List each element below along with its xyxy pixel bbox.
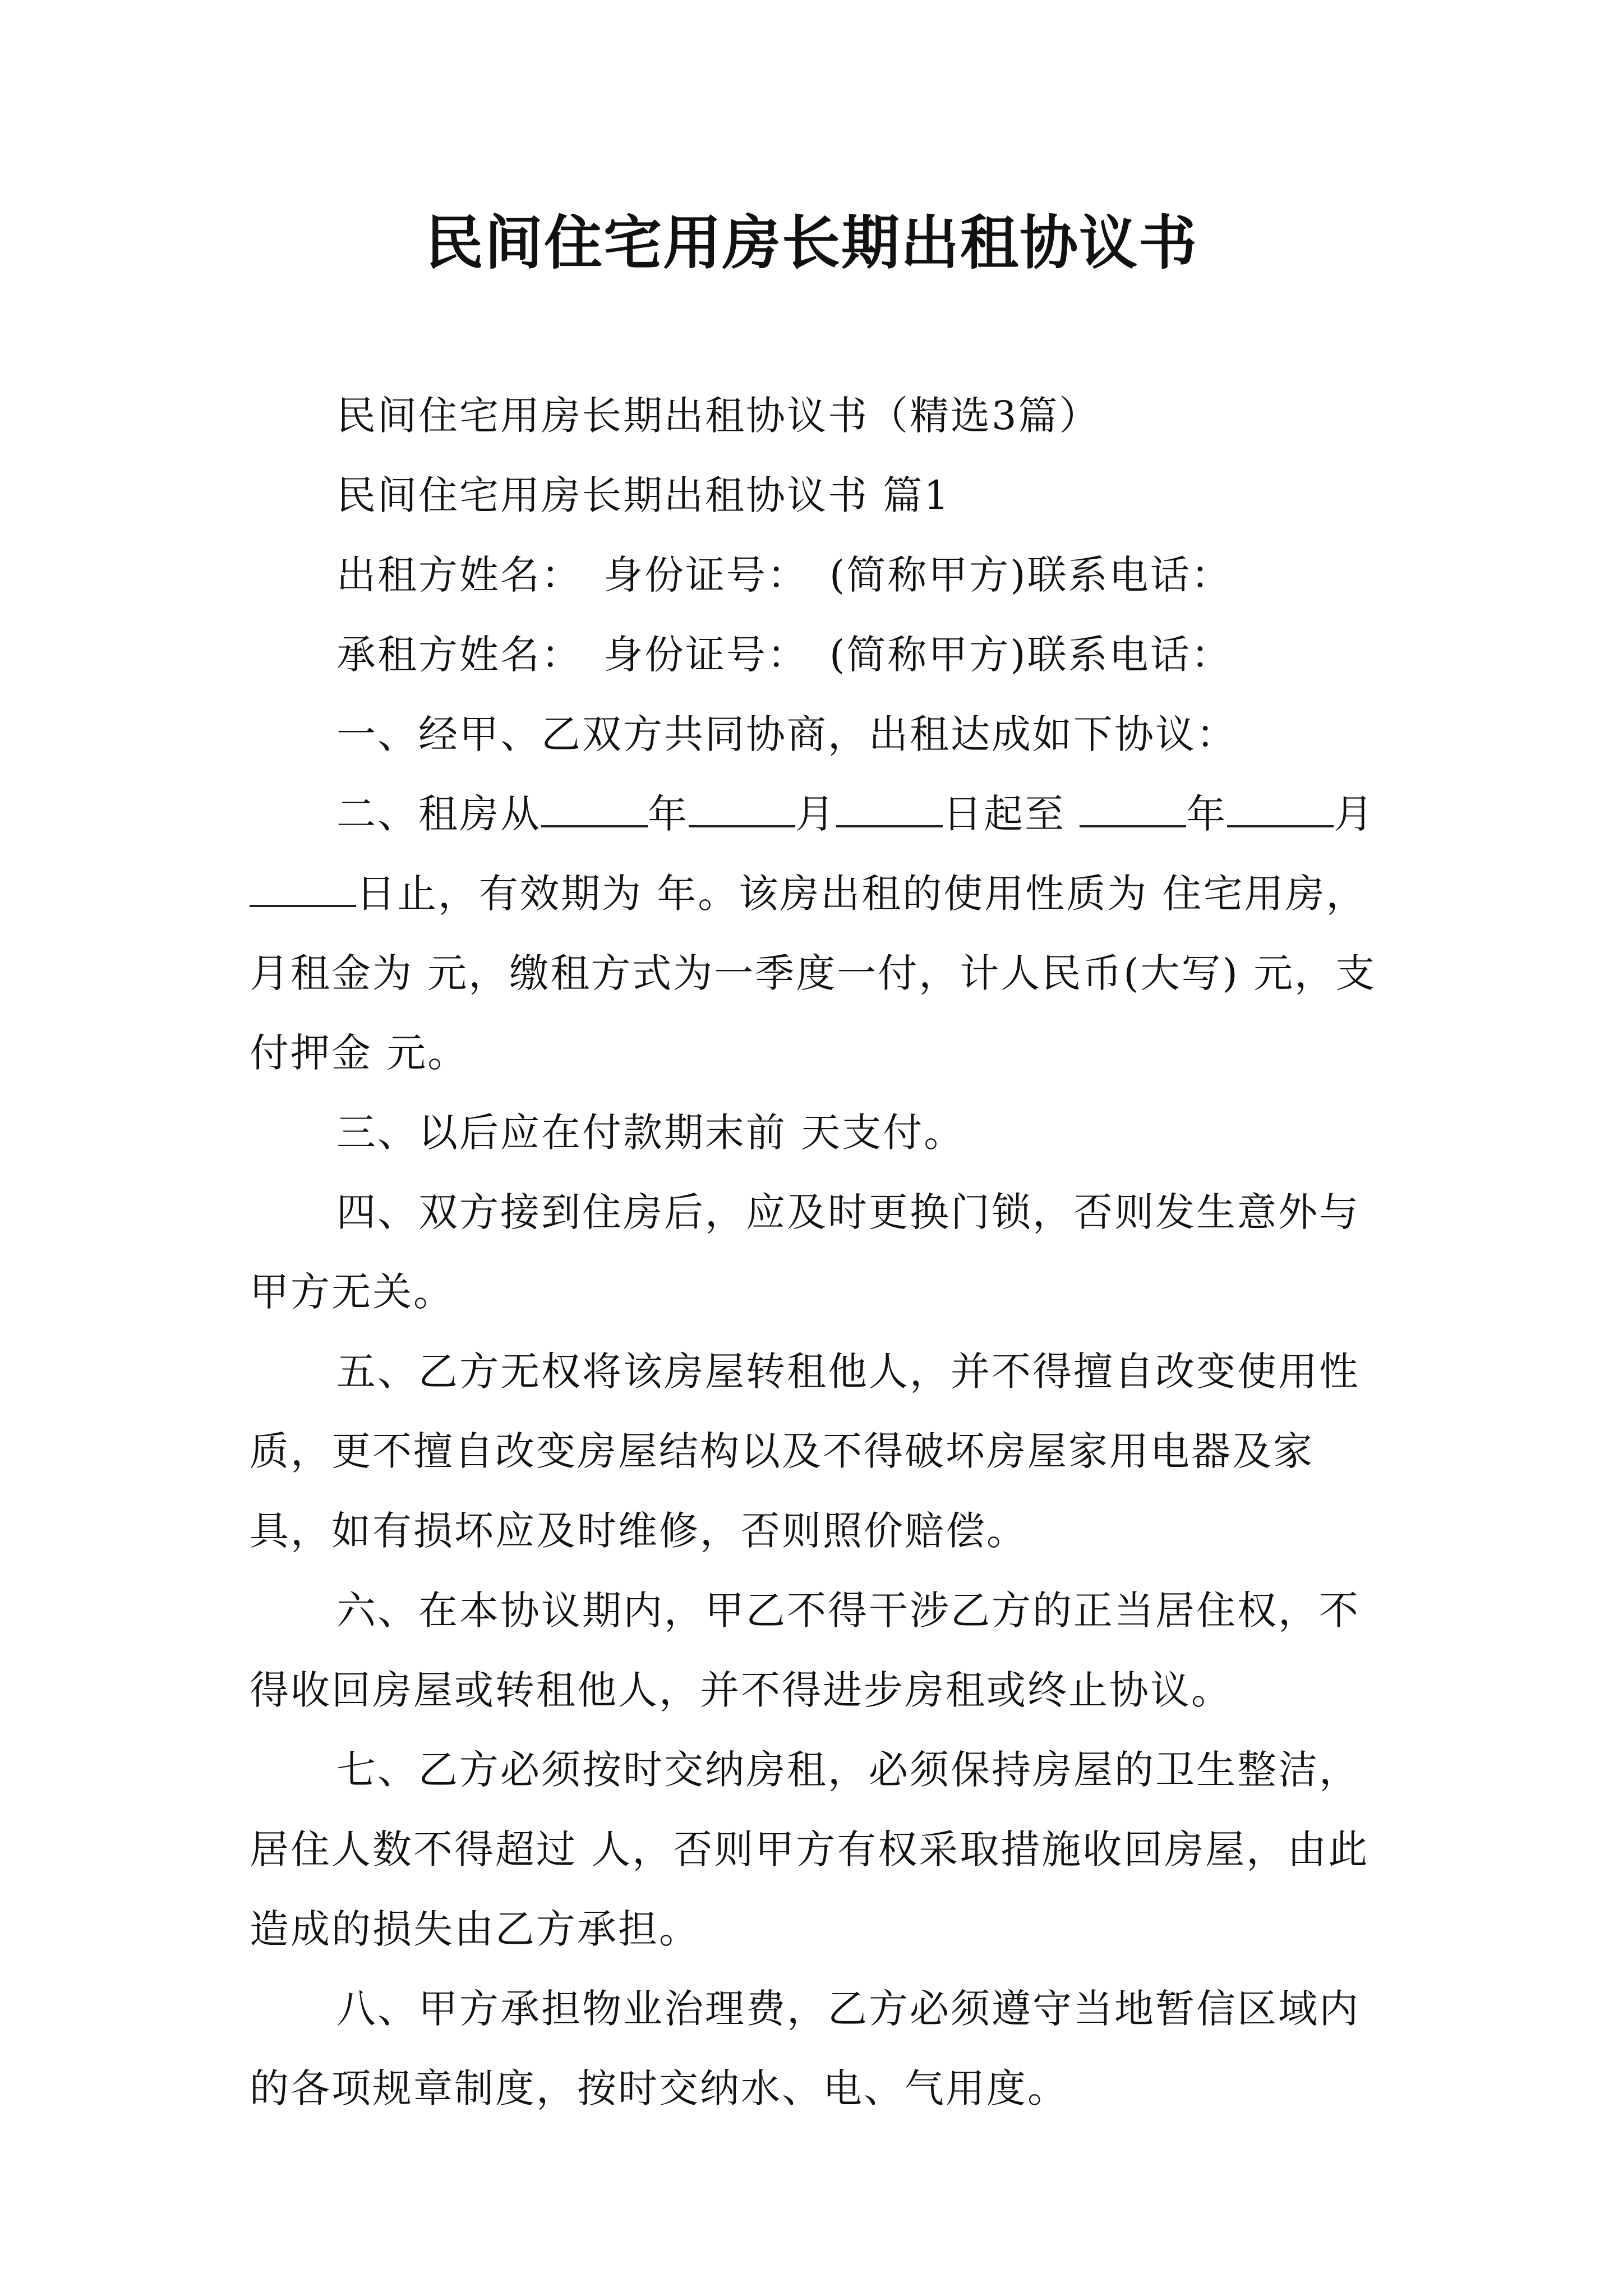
clause-8: 八、甲方承担物业治理费，乙方必须遵守当地暂信区域内的各项规章制度，按时交纳水、电、气用度。 bbox=[250, 1986, 1360, 2111]
blank-end-day bbox=[250, 872, 356, 907]
lessee-info-line: 承租方姓名： 身份证号： (简称甲方)联系电话： bbox=[336, 632, 1232, 678]
clause-7: 七、乙方必须按时交纳房租，必须保持房屋的卫生整洁，居住人数不得超过 人，否则甲方有权采取措施收回房屋，由此造成的损失由乙方承担。 bbox=[250, 1747, 1370, 1952]
document-title: 民间住宅用房长期出租协议书 bbox=[425, 208, 1198, 277]
rent-term-text: 二、租房从 bbox=[336, 791, 541, 837]
rent-term-text: 年 bbox=[648, 791, 689, 837]
document-body bbox=[250, 376, 1378, 2128]
rent-term-text: 月 bbox=[1334, 791, 1375, 837]
clause-6: 六、在本协议期内，甲乙不得干涉乙方的正当居住权，不得收回房屋或转租他人，并不得进步房租或终止协议。 bbox=[250, 1588, 1360, 1713]
clause-5: 五、乙方无权将该房屋转租他人，并不得擅自改变使用性质，更不擅自改变房屋结构以及不得破坏房屋家用电器及家具，如有损坏应及时维修，否则照价赔偿。 bbox=[250, 1349, 1360, 1554]
section-heading: 民间住宅用房长期出租协议书 篇1 bbox=[336, 472, 951, 518]
clause-2-rent-term bbox=[250, 774, 1378, 1093]
blank-start-day bbox=[836, 793, 943, 827]
document-subtitle: 民间住宅用房长期出租协议书（精选3篇） bbox=[336, 393, 1100, 439]
clause-1: 一、经甲、乙双方共同协商，出租达成如下协议： bbox=[336, 711, 1237, 757]
lessor-info-line: 出租方姓名： 身份证号： (简称甲方)联系电话： bbox=[336, 552, 1232, 598]
rent-term-text: 年 bbox=[1186, 791, 1228, 837]
blank-start-year bbox=[541, 793, 648, 827]
blank-end-month bbox=[1227, 793, 1334, 827]
clause-3: 三、以后应在付款期末前 天支付。 bbox=[336, 1110, 965, 1156]
rent-term-text: 月 bbox=[795, 791, 836, 837]
blank-start-month bbox=[689, 793, 795, 827]
blank-end-year bbox=[1080, 793, 1186, 827]
rent-term-text: 日起至 bbox=[943, 791, 1080, 837]
clause-4: 四、双方接到住房后，应及时更换门锁，否则发生意外与甲方无关。 bbox=[250, 1189, 1360, 1315]
rent-term-text: 日止，有效期为 年。该房出租的使用性质为 住宅用房，月租金为 元，缴租方式为一季度一付，计人民币(大写) 元，支付押金 元。 bbox=[250, 871, 1377, 1076]
